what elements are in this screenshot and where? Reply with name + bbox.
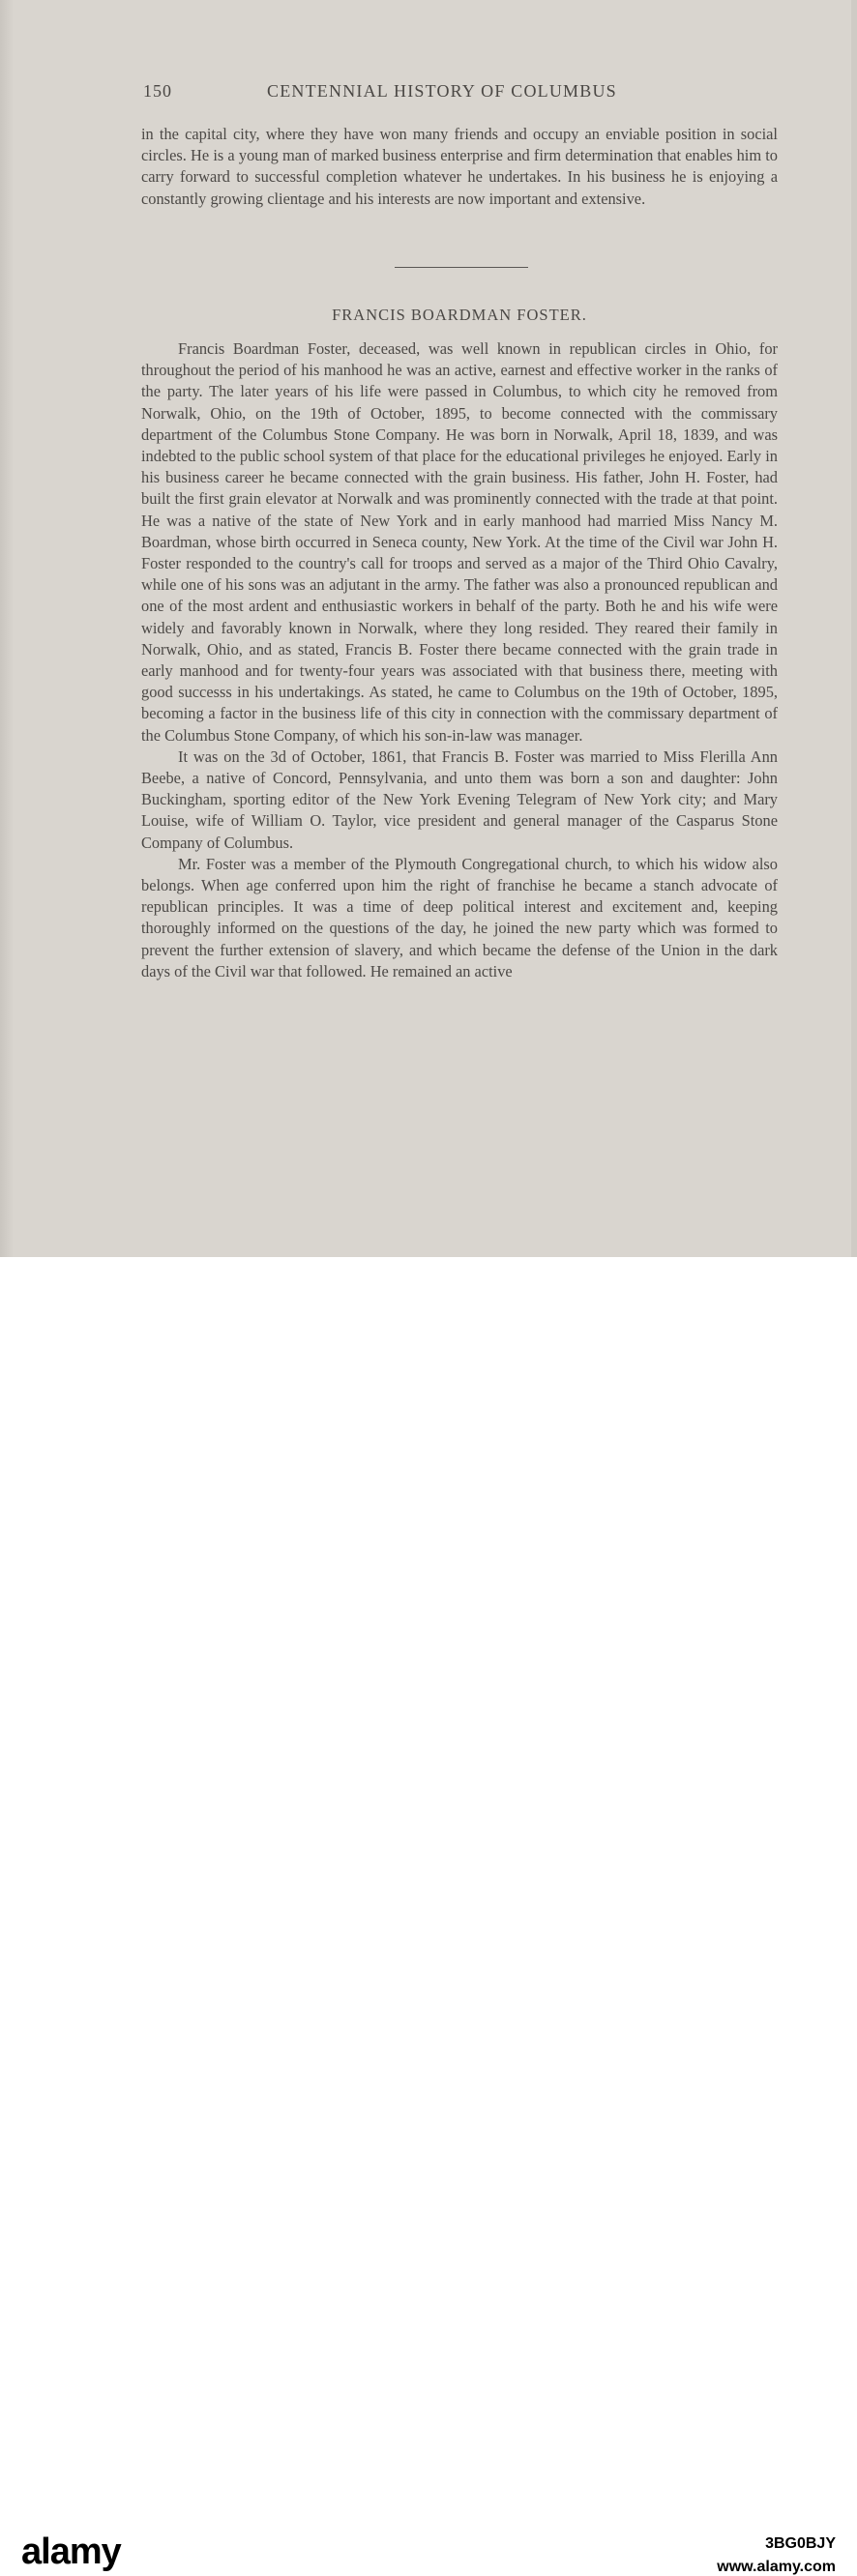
paragraph: Francis Boardman Foster, deceased, was well known in republican circles in Ohio, for throughout the period of his manhood he was an active, earnest and effective worker in the ranks of the party. The later years of his life were passed in Columbus, to which city he removed from Norwalk, Ohio, on the 19th of October, 1895, to become connected with the commissary department of the Columbus Stone Company. He was born in Norwalk, April 18, 1839, and was indebted to the public school system of that place for the educational privileges he enjoyed. Early in his business career he became connected with the grain business. His father, John H. Foster, had built the first grain elevator at Norwalk and was prominently connected with the trade at that point. He was a native of the state of New York and in early manhood had married Miss Nancy M. Boardman, whose birth occurred in Seneca county, New York. At the time of the Civil war John H. Foster responded to the country's call for troops and served as a major of the Third Ohio Cavalry, while one of his sons was an adjutant in the army. The father was also a pronounced republican and one of the most ardent and enthusiastic workers in behalf of the party. Both he and his wife were widely and favorably known in Norwalk, where they long resided. They reared their family in Norwalk, Ohio, and as stated, Francis B. Foster there became connected with the grain trade in early manhood and for twenty-four years was associated with that business there, meeting with good successs in his undertakings. As stated, he came to Columbus on the 19th of October, 1895, becoming a factor in the business life of this city in connection with the commissary department of the Columbus Stone Company, of which his son-in-law was manager. xyxy=(141,339,778,745)
stock-url: www.alamy.com xyxy=(717,2559,836,2575)
page-edge xyxy=(851,0,857,1257)
biography-block xyxy=(141,338,778,982)
intro-block xyxy=(141,124,778,210)
stock-info xyxy=(717,2535,836,2576)
paragraph: Mr. Foster was a member of the Plymouth Congregational church, to which his widow also belongs. When age conferred upon him the right of franchise he became a stanch advocate of republican principles. It was a time of deep political interest and excitement and, keeping thoroughly informed on the questions of the day, he joined the new party which was formed to prevent the further extension of slavery, and which became the defense of the Union in the dark days of the Civil war that followed. He remained an active xyxy=(141,854,778,981)
book-gutter xyxy=(0,0,14,1257)
image-id: 3BG0BJY xyxy=(765,2535,836,2552)
alamy-logo: alamy xyxy=(21,2532,121,2572)
page-header xyxy=(143,81,778,106)
section-divider xyxy=(395,267,528,268)
paragraph: It was on the 3d of October, 1861, that Francis B. Foster was married to Miss Flerilla Ann Beebe, a native of Concord, Pennsylvania, and unto them was born a son and daughter: John Buckingham, sporting editor of the New York Evening Telegram of New York city; and Mary Louise, wife of William O. Taylor, vice president and general manager of the Casparus Stone Company of Columbus. xyxy=(141,746,778,852)
stock-footer xyxy=(0,1257,857,2575)
page-number: 150 xyxy=(143,81,172,101)
running-head: CENTENNIAL HISTORY OF COLUMBUS xyxy=(267,81,617,101)
section-title: FRANCIS BOARDMAN FOSTER. xyxy=(332,306,587,324)
intro-paragraph: in the capital city, where they have won many friends and occupy an enviable position in social circles. He is a young man of marked business enterprise and firm determination that enables him to carry forward to successful completion whatever he undertakes. In his business he is enjoying a constantly growing clientage and his interests are now important and extensive. xyxy=(141,125,778,208)
scanned-page xyxy=(0,0,857,1257)
